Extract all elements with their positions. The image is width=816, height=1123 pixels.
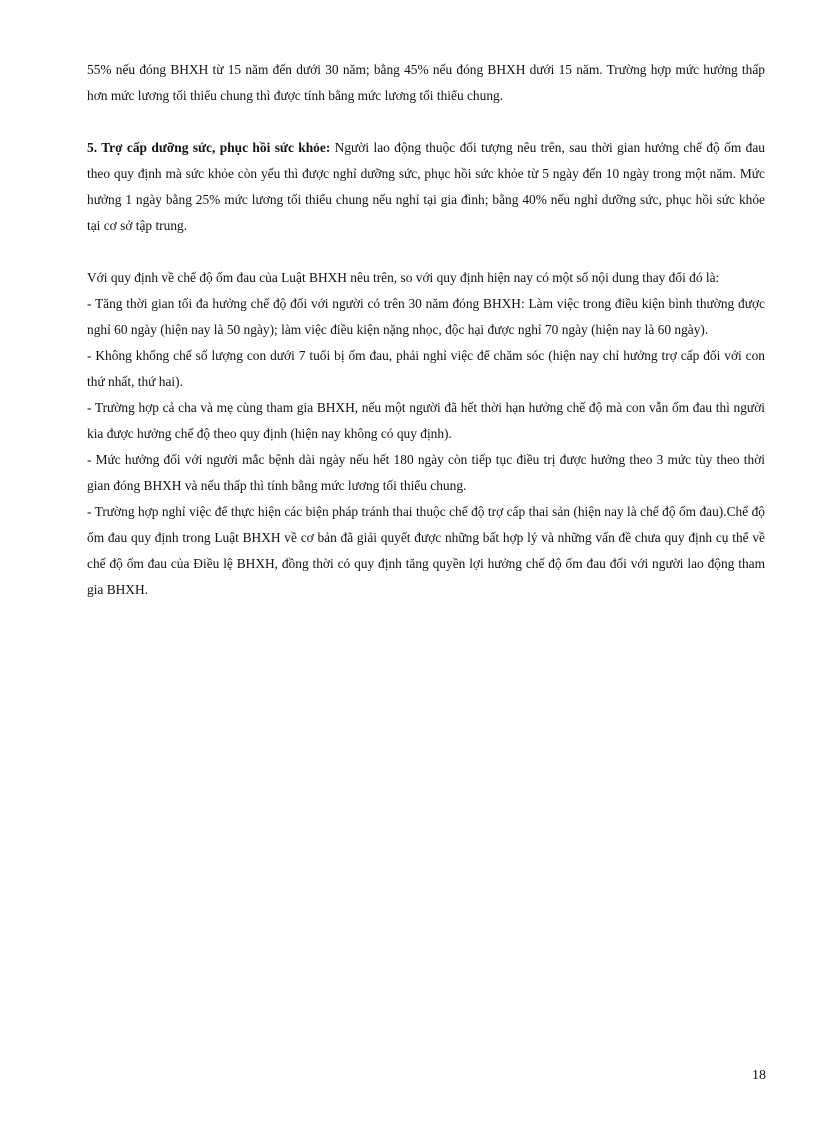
changes-intro: Với quy định về chế độ ốm đau của Luật BHXH nêu trên, so với quy định hiện nay có một số nội dung thay đổi đó là: xyxy=(87,270,720,285)
section-5-paragraph xyxy=(87,135,765,239)
changes-block xyxy=(87,265,765,603)
change-item-1: - Tăng thời gian tối đa hưởng chế độ đối với người có trên 30 năm đóng BHXH: Làm việc trong điều kiện bình thường được nghỉ 60 ngày (hiện nay là 50 ngày); làm việc điều kiện nặng nhọc, độc hại được nghỉ 70 ngày (hiện nay là 60 ngày). xyxy=(87,296,765,337)
change-item-3: - Trường hợp cả cha và mẹ cùng tham gia BHXH, nếu một người đã hết thời hạn hưởng chế độ mà con vẫn ốm đau thì người kia được hưởng chế độ theo quy định (hiện nay không có quy định). xyxy=(87,400,765,441)
change-item-2: - Không khống chế số lượng con dưới 7 tuổi bị ốm đau, phải nghỉ việc để chăm sóc (hiện nay chỉ hưởng trợ cấp đối với con thứ nhất, thứ hai). xyxy=(87,348,765,389)
section-5-heading: 5. Trợ cấp dưỡng sức, phục hồi sức khỏe: xyxy=(87,140,331,155)
document-page xyxy=(87,57,765,603)
intro-paragraph: 55% nếu đóng BHXH từ 15 năm đến dưới 30 năm; bằng 45% nếu đóng BHXH dưới 15 năm. Trường hợp mức hưởng thấp hơn mức lương tối thiểu chung thì được tính bằng mức lương tối thiểu chung. xyxy=(87,62,765,103)
section-5-body: Người lao động thuộc đối tượng nêu trên, sau thời gian hưởng chế độ ốm đau theo quy định mà sức khỏe còn yếu thì được nghỉ dưỡng sức, phục hồi sức khỏe từ 5 ngày đến 10 ngày trong một năm. Mức hưởng 1 ngày bằng 25% mức lương tối thiểu chung nếu nghỉ tại gia đình; bằng 40% nếu nghỉ dưỡng sức, phục hồi sức khỏe tại cơ sở tập trung. xyxy=(87,140,765,233)
change-item-5: - Trường hợp nghỉ việc để thực hiện các biện pháp tránh thai thuộc chế độ trợ cấp thai sản (hiện nay là chế độ ốm đau).Chế độ ốm đau quy định trong Luật BHXH về cơ bản đã giải quyết được những bất hợp lý và những vấn đề chưa quy định cụ thể về chế độ ốm đau của Điều lệ BHXH, đồng thời có quy định tăng quyền lợi hưởng chế độ ốm đau đối với người lao động tham gia BHXH. xyxy=(87,504,765,597)
page-number: 18 xyxy=(752,1068,766,1083)
change-item-4: - Mức hưởng đối với người mắc bệnh dài ngày nếu hết 180 ngày còn tiếp tục điều trị được hưởng theo 3 mức tùy theo thời gian đóng BHXH và nếu thấp thì tính bằng mức lương tối thiểu chung. xyxy=(87,452,765,493)
